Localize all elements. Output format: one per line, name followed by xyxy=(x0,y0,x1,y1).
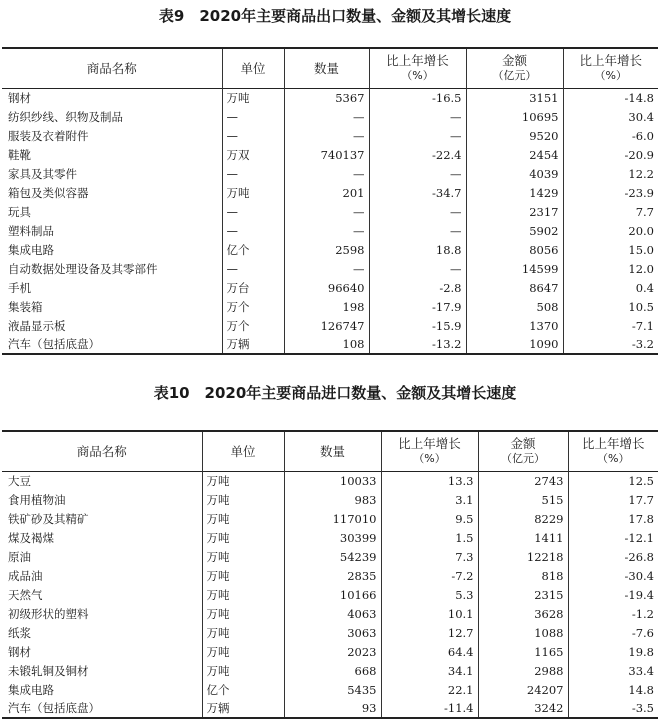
cell-quantity: — xyxy=(284,107,369,126)
cell-amt-growth: -6.0 xyxy=(563,126,658,145)
cell-qty-growth: 12.7 xyxy=(381,623,478,642)
cell-qty-growth: 64.4 xyxy=(381,642,478,661)
cell-amt-growth: 12.0 xyxy=(563,259,658,278)
table-row xyxy=(2,623,658,642)
table-row xyxy=(2,528,658,547)
cell-amount: 1429 xyxy=(466,183,563,202)
cell-qty-growth: 18.8 xyxy=(369,240,466,259)
cell-name: 铁矿砂及其精矿 xyxy=(8,511,89,526)
cell-qty-growth: 34.1 xyxy=(381,661,478,680)
cell-amount: 3242 xyxy=(478,699,568,718)
table10-title: 表10 2020年主要商品进口数量、金额及其增长速度 xyxy=(153,384,517,402)
cell-amount: 2743 xyxy=(478,471,568,490)
cell-name: 天然气 xyxy=(8,587,43,602)
cell-amt-growth: -3.2 xyxy=(563,335,658,354)
cell-qty-growth: -17.9 xyxy=(369,297,466,316)
cell-amount: 14599 xyxy=(466,259,563,278)
cell-amt-growth: 14.8 xyxy=(568,680,658,699)
cell-name: 初级形状的塑料 xyxy=(8,606,89,621)
cell-amount: 1411 xyxy=(478,528,568,547)
table-row xyxy=(2,509,658,528)
cell-unit: 万双 xyxy=(222,145,284,164)
table-row xyxy=(2,490,658,509)
cell-quantity: 5435 xyxy=(284,680,381,699)
cell-qty-growth: 7.3 xyxy=(381,547,478,566)
table-row xyxy=(2,585,658,604)
cell-unit: — xyxy=(222,259,284,278)
table-row xyxy=(2,221,658,240)
cell-quantity: 10166 xyxy=(284,585,381,604)
cell-quantity: 2598 xyxy=(284,240,369,259)
cell-unit: — xyxy=(222,164,284,183)
cell-qty-growth: 3.1 xyxy=(381,490,478,509)
cell-quantity: 201 xyxy=(284,183,369,202)
cell-name: 食用植物油 xyxy=(8,492,66,507)
cell-quantity: 10033 xyxy=(284,471,381,490)
cell-amount: 5902 xyxy=(466,221,563,240)
cell-qty-growth: 5.3 xyxy=(381,585,478,604)
cell-amt-growth: 0.4 xyxy=(563,278,658,297)
table-row xyxy=(2,680,658,699)
cell-qty-growth: — xyxy=(369,164,466,183)
cell-unit: 万吨 xyxy=(202,547,284,566)
cell-name: 汽车（包括底盘） xyxy=(8,701,100,715)
cell-unit: — xyxy=(222,107,284,126)
table-row xyxy=(2,259,658,278)
table-row xyxy=(2,471,658,490)
cell-name: 玩具 xyxy=(8,204,31,219)
cell-quantity: 4063 xyxy=(284,604,381,623)
cell-amount: 508 xyxy=(466,297,563,316)
cell-amount: 8647 xyxy=(466,278,563,297)
cell-unit: 万个 xyxy=(222,316,284,335)
table-row xyxy=(2,183,658,202)
cell-amount: 2317 xyxy=(466,202,563,221)
header-row xyxy=(2,48,658,88)
cell-quantity: 30399 xyxy=(284,528,381,547)
table-row xyxy=(2,88,658,107)
cell-name: 自动数据处理设备及其零部件 xyxy=(8,261,158,276)
table-row xyxy=(2,126,658,145)
cell-amt-growth: 12.2 xyxy=(563,164,658,183)
table-row xyxy=(2,164,658,183)
cell-name: 家具及其零件 xyxy=(8,166,77,181)
table-row xyxy=(2,604,658,623)
cell-qty-growth: -13.2 xyxy=(369,335,466,354)
cell-amt-growth: -19.4 xyxy=(568,585,658,604)
cell-unit: 万吨 xyxy=(202,471,284,490)
cell-unit: 亿个 xyxy=(222,240,284,259)
cell-quantity: 5367 xyxy=(284,88,369,107)
cell-qty-growth: -15.9 xyxy=(369,316,466,335)
cell-amount: 818 xyxy=(478,566,568,585)
cell-amount: 8229 xyxy=(478,509,568,528)
cell-amount: 2315 xyxy=(478,585,568,604)
cell-amt-growth: 33.4 xyxy=(568,661,658,680)
cell-name: 钢材 xyxy=(8,90,31,105)
cell-qty-growth: -22.4 xyxy=(369,145,466,164)
cell-quantity: — xyxy=(284,259,369,278)
cell-quantity: 54239 xyxy=(284,547,381,566)
cell-qty-growth: 1.5 xyxy=(381,528,478,547)
cell-name: 未锻轧铜及铜材 xyxy=(8,663,89,678)
cell-amt-growth: 19.8 xyxy=(568,642,658,661)
cell-amount: 1090 xyxy=(466,335,563,354)
import-table xyxy=(2,430,658,719)
cell-amount: 1370 xyxy=(466,316,563,335)
table-row xyxy=(2,335,658,354)
cell-name: 箱包及类似容器 xyxy=(8,185,89,200)
cell-amt-growth: -26.8 xyxy=(568,547,658,566)
cell-unit: 万吨 xyxy=(202,509,284,528)
table-row xyxy=(2,566,658,585)
cell-quantity: 96640 xyxy=(284,278,369,297)
cell-amount: 1088 xyxy=(478,623,568,642)
cell-quantity: — xyxy=(284,126,369,145)
cell-amt-growth: -30.4 xyxy=(568,566,658,585)
cell-amt-growth: -1.2 xyxy=(568,604,658,623)
cell-unit: 万吨 xyxy=(222,183,284,202)
cell-qty-growth: -16.5 xyxy=(369,88,466,107)
cell-name: 纸浆 xyxy=(8,625,31,640)
cell-name: 塑料制品 xyxy=(8,223,54,238)
cell-name: 大豆 xyxy=(8,473,31,488)
col-header-quantity: 数量 xyxy=(284,48,369,88)
cell-unit: 万台 xyxy=(222,278,284,297)
cell-quantity: 2835 xyxy=(284,566,381,585)
cell-qty-growth: — xyxy=(369,126,466,145)
cell-qty-growth: 13.3 xyxy=(381,471,478,490)
cell-amount: 2988 xyxy=(478,661,568,680)
col-header-quantity: 数量 xyxy=(284,431,381,471)
cell-name: 集成电路 xyxy=(8,682,54,697)
cell-amt-growth: -12.1 xyxy=(568,528,658,547)
cell-amt-growth: -23.9 xyxy=(563,183,658,202)
table-row xyxy=(2,699,658,718)
cell-quantity: — xyxy=(284,221,369,240)
cell-name: 原油 xyxy=(8,549,31,564)
cell-quantity: — xyxy=(284,202,369,221)
cell-unit: — xyxy=(222,202,284,221)
cell-unit: — xyxy=(222,126,284,145)
col-header-qty-growth: 比上年增长 （%） xyxy=(381,431,478,471)
cell-amt-growth: -20.9 xyxy=(563,145,658,164)
cell-unit: 万吨 xyxy=(222,88,284,107)
header-row xyxy=(2,431,658,471)
cell-amt-growth: -3.5 xyxy=(568,699,658,718)
cell-unit: 万吨 xyxy=(202,642,284,661)
cell-qty-growth: 22.1 xyxy=(381,680,478,699)
cell-name: 液晶显示板 xyxy=(8,318,66,333)
cell-unit: 万个 xyxy=(222,297,284,316)
table-row xyxy=(2,547,658,566)
cell-amount: 3628 xyxy=(478,604,568,623)
cell-amount: 3151 xyxy=(466,88,563,107)
col-header-amount: 金额 （亿元） xyxy=(478,431,568,471)
cell-amount: 1165 xyxy=(478,642,568,661)
cell-qty-growth: — xyxy=(369,202,466,221)
cell-amt-growth: -7.6 xyxy=(568,623,658,642)
cell-qty-growth: — xyxy=(369,221,466,240)
table9-title: 表9 2020年主要商品出口数量、金额及其增长速度 xyxy=(158,7,512,25)
cell-unit: 万吨 xyxy=(202,528,284,547)
col-header-qty-growth: 比上年增长 （%） xyxy=(369,48,466,88)
table-row xyxy=(2,202,658,221)
cell-name: 汽车（包括底盘） xyxy=(8,337,100,351)
cell-qty-growth: -7.2 xyxy=(381,566,478,585)
export-table xyxy=(2,47,658,355)
cell-qty-growth: — xyxy=(369,107,466,126)
cell-amount: 4039 xyxy=(466,164,563,183)
cell-quantity: 198 xyxy=(284,297,369,316)
cell-quantity: 3063 xyxy=(284,623,381,642)
cell-quantity: 668 xyxy=(284,661,381,680)
cell-qty-growth: 9.5 xyxy=(381,509,478,528)
cell-amt-growth: 20.0 xyxy=(563,221,658,240)
cell-quantity: 126747 xyxy=(284,316,369,335)
cell-quantity: 2023 xyxy=(284,642,381,661)
cell-name: 集装箱 xyxy=(8,299,43,314)
cell-qty-growth: — xyxy=(369,259,466,278)
cell-amt-growth: 17.8 xyxy=(568,509,658,528)
table-row xyxy=(2,297,658,316)
cell-quantity: 983 xyxy=(284,490,381,509)
table-row xyxy=(2,145,658,164)
cell-name: 集成电路 xyxy=(8,242,54,257)
cell-qty-growth: 10.1 xyxy=(381,604,478,623)
table-row xyxy=(2,240,658,259)
cell-unit: 万吨 xyxy=(202,490,284,509)
col-header-name: 商品名称 xyxy=(86,60,137,76)
cell-amount: 9520 xyxy=(466,126,563,145)
cell-amt-growth: 15.0 xyxy=(563,240,658,259)
cell-unit: 万吨 xyxy=(202,585,284,604)
col-header-unit: 单位 xyxy=(202,431,284,471)
cell-name: 成品油 xyxy=(8,568,43,583)
cell-unit: — xyxy=(222,221,284,240)
table-row xyxy=(2,642,658,661)
cell-qty-growth: -2.8 xyxy=(369,278,466,297)
cell-quantity: 108 xyxy=(284,335,369,354)
cell-qty-growth: -11.4 xyxy=(381,699,478,718)
cell-unit: 万吨 xyxy=(202,566,284,585)
col-header-amount: 金额 （亿元） xyxy=(466,48,563,88)
cell-name: 鞋靴 xyxy=(8,147,31,162)
cell-name: 纺织纱线、织物及制品 xyxy=(8,109,123,124)
cell-unit: 万辆 xyxy=(222,335,284,354)
cell-quantity: 740137 xyxy=(284,145,369,164)
table-row xyxy=(2,278,658,297)
cell-amt-growth: 30.4 xyxy=(563,107,658,126)
cell-amount: 10695 xyxy=(466,107,563,126)
cell-amount: 2454 xyxy=(466,145,563,164)
cell-amount: 12218 xyxy=(478,547,568,566)
cell-amt-growth: 7.7 xyxy=(563,202,658,221)
cell-amt-growth: 12.5 xyxy=(568,471,658,490)
cell-amt-growth: 10.5 xyxy=(563,297,658,316)
cell-amount: 8056 xyxy=(466,240,563,259)
cell-name: 服装及衣着附件 xyxy=(8,128,89,143)
table-row xyxy=(2,316,658,335)
cell-name: 煤及褐煤 xyxy=(8,530,54,545)
cell-unit: 亿个 xyxy=(202,680,284,699)
col-header-name: 商品名称 xyxy=(76,443,127,459)
col-header-amt-growth: 比上年增长 （%） xyxy=(563,48,658,88)
col-header-unit: 单位 xyxy=(222,48,284,88)
cell-qty-growth: -34.7 xyxy=(369,183,466,202)
cell-unit: 万吨 xyxy=(202,604,284,623)
cell-unit: 万辆 xyxy=(202,699,284,718)
cell-unit: 万吨 xyxy=(202,661,284,680)
col-header-amt-growth: 比上年增长 （%） xyxy=(568,431,658,471)
cell-amount: 24207 xyxy=(478,680,568,699)
import-table-body xyxy=(2,471,658,718)
export-table-body xyxy=(2,88,658,354)
cell-amt-growth: 17.7 xyxy=(568,490,658,509)
cell-name: 钢材 xyxy=(8,644,31,659)
cell-quantity: 117010 xyxy=(284,509,381,528)
table-row xyxy=(2,107,658,126)
cell-quantity: — xyxy=(284,164,369,183)
cell-amount: 515 xyxy=(478,490,568,509)
cell-amt-growth: -14.8 xyxy=(563,88,658,107)
table-row xyxy=(2,661,658,680)
cell-name: 手机 xyxy=(8,280,31,295)
cell-quantity: 93 xyxy=(284,699,381,718)
cell-amt-growth: -7.1 xyxy=(563,316,658,335)
cell-unit: 万吨 xyxy=(202,623,284,642)
